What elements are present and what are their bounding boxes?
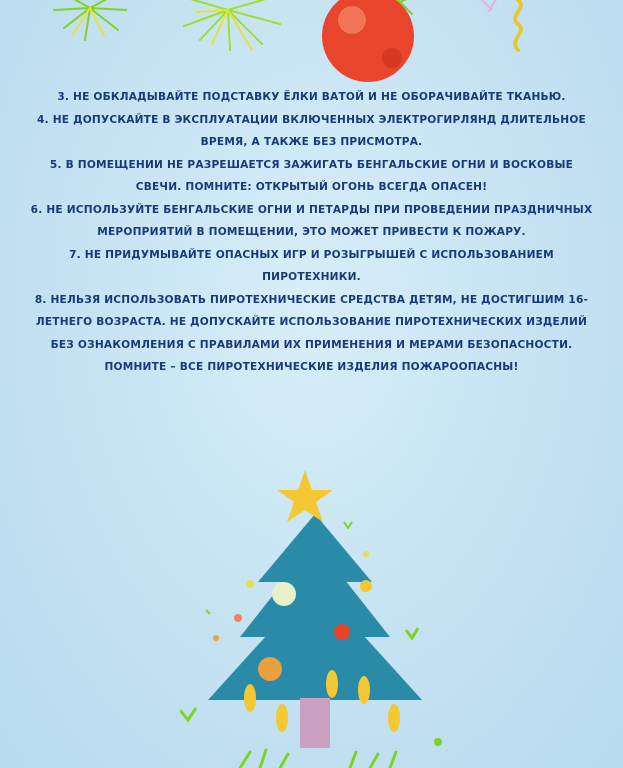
sparkler-left-icon: [54, 0, 126, 40]
ground-greenery: [240, 750, 396, 768]
christmas-ornament-icon: [322, 0, 418, 82]
ornament-red: [334, 624, 350, 640]
christmas-tree-icon: [180, 462, 450, 768]
rule-item-5: 5. В ПОМЕЩЕНИИ НЕ РАЗРЕШАЕТСЯ ЗАЖИГАТЬ БЕНГАЛЬСКИЕ ОГНИ И ВОСКОВЫЕ СВЕЧИ. ПОМНИТЕ: ОТКРЫТЫЙ ОГОНЬ ВСЕГДА ОПАСЕН!: [49, 158, 574, 193]
safety-rules-list: [30, 86, 593, 379]
ornament-small: [234, 614, 242, 622]
rule-item-8: 8. НЕЛЬЗЯ ИСПОЛЬЗОВАТЬ ПИРОТЕХНИЧЕСКИЕ СРЕДСТВА ДЕТЯМ, НЕ ДОСТИГШИМ 16- ЛЕТНЕГО ВОЗРАСТА. НЕ ДОПУСКАЙТЕ ИСПОЛЬЗОВАНИЕ ПИРОТЕХНИЧЕСКИХ ИЗДЕЛИЙ БЕЗ ОЗНАКОМЛЕНИЯ С ПРАВИЛАМИ ИХ ПРИМЕНЕНИЯ И МЕРАМИ БЕЗОПАСНОСТИ. ПОМНИТЕ – ВСЕ ПИРОТЕХНИЧЕСКИЕ ИЗДЕЛИЯ ПОЖАРООПАСНЫ!: [34, 293, 589, 373]
ornament-white: [272, 582, 296, 606]
rule-item-6: 6. НЕ ИСПОЛЬЗУЙТЕ БЕНГАЛЬСКИЕ ОГНИ И ПЕТАРДЫ ПРИ ПРОВЕДЕНИИ ПРАЗДНИЧНЫХ МЕРОПРИЯТИЙ В ПОМЕЩЕНИИ, ЭТО МОЖЕТ ПРИВЕСТИ К ПОЖАРУ.: [30, 203, 593, 238]
ribbon-icon: [515, 0, 521, 50]
ornament-small: [360, 580, 372, 592]
top-decorations: [0, 0, 623, 90]
tree-body: [208, 514, 422, 700]
sparkle-pink-icon: [482, 0, 496, 12]
rule-item-7: 7. НЕ ПРИДУМЫВАЙТЕ ОПАСНЫХ ИГР И РОЗЫГРЫШЕЙ С ИСПОЛЬЗОВАНИЕМ ПИРОТЕХНИКИ.: [69, 248, 554, 283]
sparkler-center-icon: [180, 0, 280, 50]
star-icon: [277, 470, 333, 522]
rule-item-3: 3. НЕ ОБКЛАДЫВАЙТЕ ПОДСТАВКУ ЁЛКИ ВАТОЙ И НЕ ОБОРАЧИВАЙТЕ ТКАНЬЮ.: [57, 91, 566, 103]
rule-item-4: 4. НЕ ДОПУСКАЙТЕ В ЭКСПЛУАТАЦИИ ВКЛЮЧЕННЫХ ЭЛЕКТРОГИРЛЯНД ДЛИТЕЛЬНОЕ ВРЕМЯ, А ТАКЖЕ БЕЗ ПРИСМОТРА.: [37, 113, 586, 148]
ornament-orange: [258, 657, 282, 681]
ornament-small: [246, 580, 254, 588]
tree-trunk: [300, 698, 330, 748]
